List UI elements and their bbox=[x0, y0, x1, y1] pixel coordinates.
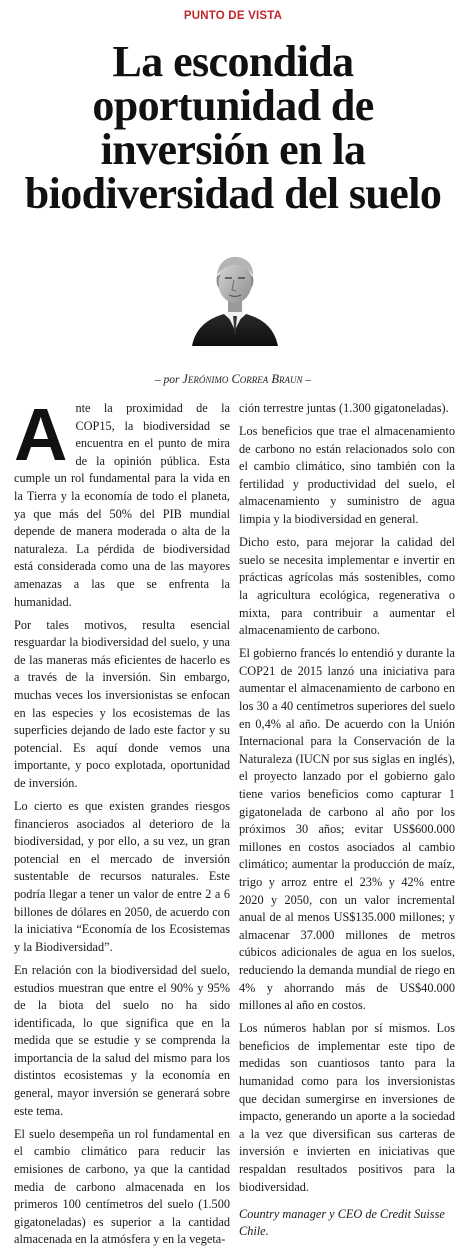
paragraph: El gobierno francés lo entendió y durante la COP21 de 2015 lanzó una iniciativa para aumentar el almacenamiento de carbono en los 30 a 40 centímetros superiores del suelo en 0,4% al año. De acuerdo con la Unión Internacional para la Conservación de la Naturaleza (IUCN por sus siglas en inglés), el proyecto lanzado por el gobierno galo tiene varios beneficios como capturar 1 gigatonelada de carbono al año por los próximos 30 años; evitar US$600.000 millones en costos asociados al cambio climático; aumentar la producción de maíz, trigo y arroz entre el 23% y 42% entre 2020 y 2050, con un valor incremental anual de al menos US$135.000 millones; y almacenar 37.000 millones de metros cúbicos adicionales de agua en los suelos, reduciendo la demanda mundial de riego en 4% y ahorrando más de US$40.000 millones al año en costos. bbox=[239, 646, 455, 1013]
headline-line: inversión en la bbox=[100, 125, 366, 174]
section-label: PUNTO DE VISTA bbox=[183, 10, 283, 22]
article-column-left bbox=[14, 393, 230, 1254]
paragraph: Dicho esto, para mejorar la calidad del suelo se necesita implementar e invertir en prácticas agrícolas más sostenibles, como la agricultura ecológica, regenerativa o mixta, para contribuir a aumentar el almacenamiento de carbono. bbox=[239, 535, 455, 638]
headline-line: biodiversidad del suelo bbox=[24, 169, 442, 218]
paragraph: En relación con la biodiversidad del suelo, estudios muestran que entre el 90% y 95% de la biota del suelo no ha sido identificada, lo que significa que en la medida que se estudie y se comprenda la importancia de la salud del mismo para los distintos ecosistemas y la economía en general, mayor inversión se generará sobre este tema. bbox=[14, 962, 230, 1118]
paragraph: ción terrestre juntas (1.300 gigatoneladas). bbox=[239, 401, 449, 415]
paragraph: Lo cierto es que existen grandes riesgos financieros asociados al deterioro de la biodiversidad, y por ello, a su vez, un gran potencial en el mercado de inversión sustentable de recursos naturales. Este podría llegar a tener un valor de entre 2 a 6 billones de dólares en 2050, de acuerdo con la iniciativa “Economía de los Ecosistemas y la Biodiversidad”. bbox=[14, 799, 230, 954]
paragraph bbox=[14, 393, 230, 611]
author-signature: Country manager y CEO de Credit Suisse Chile. bbox=[239, 1207, 445, 1239]
author-portrait bbox=[190, 246, 280, 346]
headline-line: oportunidad de bbox=[92, 81, 374, 130]
paragraph: Por tales motivos, resulta esencial resguardar la biodiversidad del suelo, y una de las maneras más eficientes de hacerlo es a través de la inversión. Sin embargo, muchas veces los inversionistas se enfocan en las especies y los ecosistemas de las superficies dejando de lado este factor y su potencial. Es aquí donde vemos una importante, y poco explotada, oportunidad de inversión. bbox=[14, 617, 230, 790]
paragraph-text: nte la proximidad de la COP15, la biodiversidad se encuentra en el punto de mira de la opinión pública. Esta cumple un rol fundamental para la vida en la Tierra y la economía de todo el planeta, ya que más del 50% del PIB mundial depende de manera moderada o alta de la naturaleza. La pérdida de biodiversidad está considerada como una de las mayores amenazas a las que se enfrenta la humanidad. bbox=[14, 401, 230, 609]
paragraph: Los números hablan por sí mismos. Los beneficios de implementar este tipo de medidas son cuantiosos tanto para la humanidad como para los inversionistas que decidan sumergirse en inversiones de impacto, generando un aporte a la sociedad a la vez que diversifican sus carteras de inversión e invierten en iniciativas que respaldan resultados positivos para la biodiversidad. bbox=[239, 1021, 455, 1194]
byline-suffix: – bbox=[302, 374, 312, 386]
headline-line: La escondida bbox=[112, 37, 354, 86]
paragraph: El suelo desempeña un rol fundamental en el cambio climático para reducir las emisiones de carbono, ya que la cantidad media de carbono almacenada en los primeros 100 centímetros del suelo (1.500 gigatoneladas) es superior a la cantidad almacenada en la atmósfera y en la vegeta- bbox=[14, 1126, 230, 1247]
author-name: Jerónimo Correa Braun bbox=[182, 372, 303, 386]
byline bbox=[0, 372, 466, 387]
article-headline bbox=[0, 37, 466, 218]
paragraph: Los beneficios que trae el almacenamiento de carbono no están relacionados solo con el cambio climático, sino también con la fertilidad y productividad del suelo, el almacenamiento y suministro de agua limpia y la biodiversidad en general. bbox=[239, 424, 455, 527]
article-column-right bbox=[239, 400, 455, 1246]
drop-cap: A bbox=[14, 393, 68, 476]
byline-prefix: – por bbox=[154, 374, 183, 386]
